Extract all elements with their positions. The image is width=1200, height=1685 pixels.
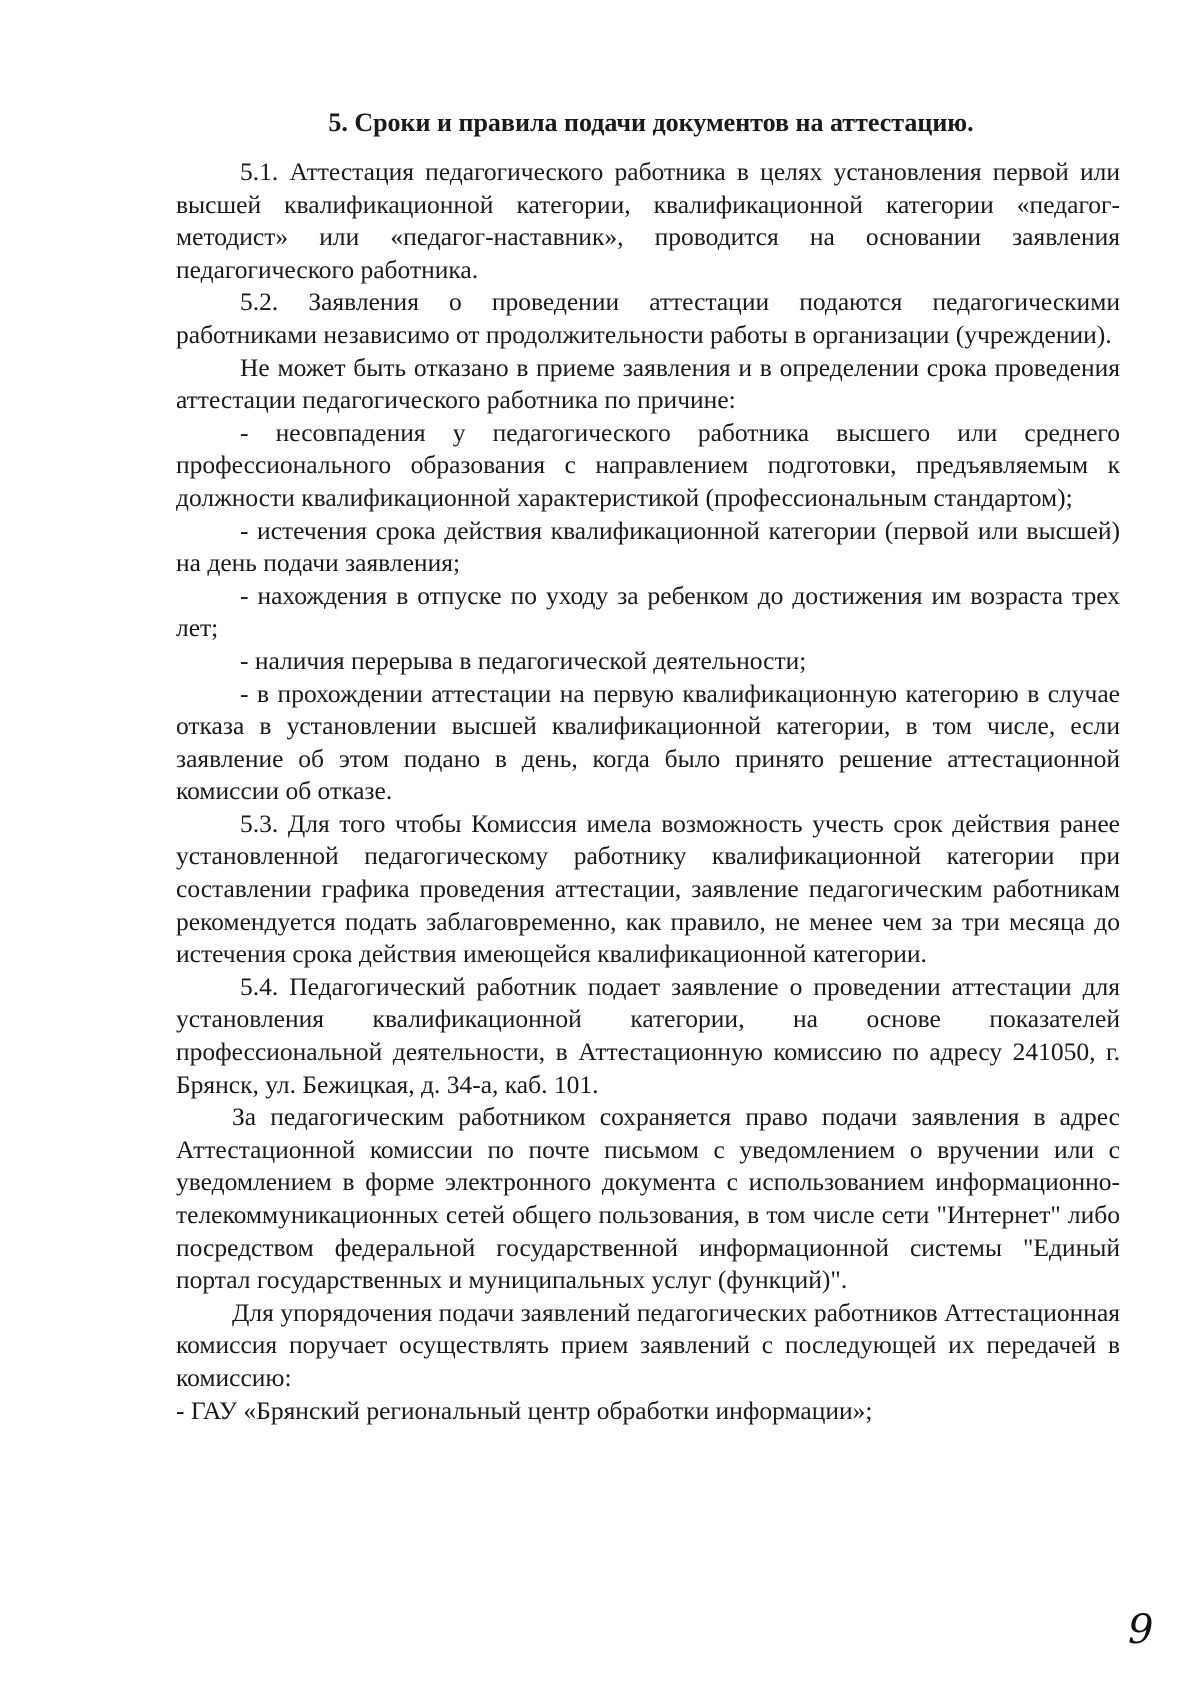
paragraph-5-1: 5.1. Аттестация педагогического работника в целях установления первой или высшей квалификационной категории, квалификационной категории «педагог-методист» или «педагог-наставник», проводится на основании заявления педагогического работника. bbox=[176, 157, 1120, 284]
list-item-first-category-after-refusal: - в прохождении аттестации на первую квалификационную категорию в случае отказа в установлении высшей квалификационной категории, в том числе, если заявление об этом подано в день, когда было принято решение аттестационной комиссии об отказе. bbox=[176, 678, 1120, 806]
list-item-category-expiry: - истечения срока действия квалификационной категории (первой или высшей) на день подачи заявления; bbox=[176, 515, 1120, 578]
paragraph-refusal-intro: Не может быть отказано в приеме заявления и в определении срока проведения аттестации педагогического работника по причине: bbox=[176, 352, 1120, 415]
document-body bbox=[176, 106, 1120, 1427]
list-item-parental-leave: - нахождения в отпуске по уходу за ребенком до достижения им возраста трех лет; bbox=[176, 580, 1120, 643]
paragraph-submission-order: Для упорядочения подачи заявлений педагогических работников Аттестационная комиссия поручает осуществлять прием заявлений с последующей их передачей в комиссию: bbox=[176, 1297, 1120, 1392]
list-item-career-break: - наличия перерыва в педагогической деятельности; bbox=[240, 645, 807, 675]
list-item-gau-center: - ГАУ «Брянский региональный центр обработки информации»; bbox=[176, 1395, 873, 1425]
list-item-education-mismatch: - несовпадения у педагогического работника высшего или среднего профессионального образования с направлением подготовки, предъявляемым к должности квалификационной характеристикой (профессиональным стандартом); bbox=[176, 417, 1120, 512]
paragraph-5-4: 5.4. Педагогический работник подает заявление о проведении аттестации для установления квалификационной категории, на основе показателей профессиональной деятельности, в Аттестационную комиссию по адресу 241050, г. Брянск, ул. Бежицкая, д. 34-а, каб. 101. bbox=[176, 971, 1120, 1099]
page-number: 9 bbox=[1128, 1607, 1154, 1653]
paragraph-5-3: 5.3. Для того чтобы Комиссия имела возможность учесть срок действия ранее установленной педагогическому работнику квалификационной категории при составлении графика проведения аттестации, заявление педагогическим работникам рекомендуется подать заблаговременно, как правило, не менее чем за три месяца до истечения срока действия имеющейся квалификационной категории. bbox=[176, 808, 1120, 969]
paragraph-5-2: 5.2. Заявления о проведении аттестации подаются педагогическими работниками независимо от продолжительности работы в организации (учреждении). bbox=[176, 287, 1120, 349]
section-heading: 5. Сроки и правила подачи документов на аттестацию. bbox=[328, 108, 974, 137]
paragraph-mail-submission: За педагогическим работником сохраняется право подачи заявления в адрес Аттестационной комиссии по почте письмом с уведомлением о вручении или с уведомлением в форме электронного документа с использованием информационно-телекоммуникационных сетей общего пользования, в том числе сети "Интернет" либо посредством федеральной государственной информационной системы "Единый портал государственных и муниципальных услуг (функций)". bbox=[176, 1102, 1120, 1295]
